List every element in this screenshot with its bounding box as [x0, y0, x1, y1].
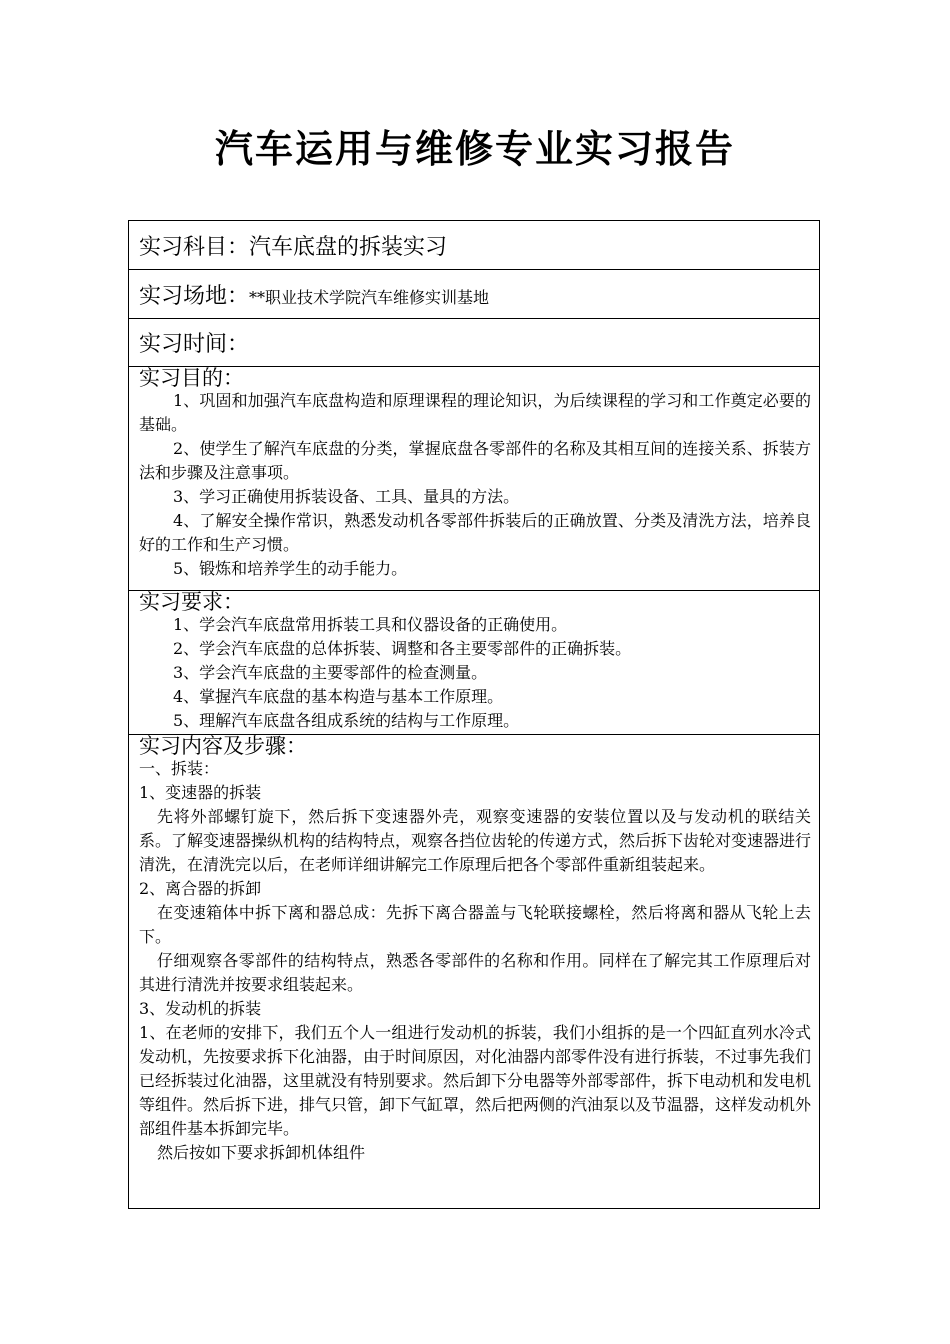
- requirement-item: 5、理解汽车底盘各组成系统的结构与工作原理。: [173, 711, 520, 730]
- time-row: [129, 319, 820, 367]
- purpose-item: 2、使学生了解汽车底盘的分类，掌握底盘各零部件的名称及其相互间的连接关系、拆装方法和步骤及注意事项。: [139, 439, 811, 482]
- subject-row: [129, 221, 820, 270]
- subject-value: 汽车底盘的拆装实习: [249, 234, 448, 260]
- requirements-row: [129, 591, 820, 735]
- requirement-item: 3、学会汽车底盘的主要零部件的检查测量。: [173, 663, 488, 682]
- paragraph: 仔细观察各零部件的结构特点，熟悉各零部件的名称和作用。同样在了解完其工作原理后对其进行清洗并按要求组装起来。: [139, 951, 811, 994]
- paragraph: 在变速箱体中拆下离和器总成：先拆下离合器盖与飞轮联接螺栓，然后将离和器从飞轮上去下。: [139, 903, 811, 946]
- requirement-item: 4、掌握汽车底盘的基本构造与基本工作原理。: [173, 687, 504, 706]
- site-row: [129, 270, 820, 319]
- purpose-item: 4、了解安全操作常识，熟悉发动机各零部件拆装后的正确放置、分类及清洗方法，培养良好的工作和生产习惯。: [139, 511, 811, 554]
- requirement-item: 2、学会汽车底盘的总体拆装、调整和各主要零部件的正确拆装。: [173, 639, 632, 658]
- subject-label: 实习科目：: [139, 234, 250, 260]
- subsection-title: 1、变速器的拆装: [139, 783, 262, 802]
- paragraph: 然后按如下要求拆卸机体组件: [157, 1143, 366, 1162]
- time-label: 实习时间：: [139, 332, 250, 357]
- paragraph: 先将外部螺钉旋下，然后拆下变速器外壳，观察变速器的安装位置以及与发动机的联结关系。了解变速器操纵机构的结构特点，观察各挡位齿轮的传递方式，然后拆下齿轮对变速器进行清洗，在清洗完以后，在老师详细讲解完工作原理后把各个零部件重新组装起来。: [139, 807, 812, 874]
- content-row: [129, 735, 820, 1209]
- report-table: [128, 220, 820, 1209]
- paragraph: 1、在老师的安排下，我们五个人一组进行发动机的拆装，我们小组拆的是一个四缸直列水冷式发动机，先按要求拆下化油器，由于时间原因，对化油器内部零件没有进行拆装，不过事先我们已经拆装过化油器，这里就没有特别要求。然后卸下分电器等外部零部件，拆下电动机和发电机等组件。然后拆下进，排气只管，卸下气缸罩，然后把两侧的汽油泵以及节温器，这样发动机外部组件基本拆卸完毕。: [139, 1023, 812, 1138]
- subsection-title: 2、离合器的拆卸: [139, 879, 262, 898]
- content-heading: 实习内容及步骤：: [139, 734, 307, 758]
- subsection-title: 3、发动机的拆装: [139, 999, 262, 1018]
- requirements-heading: 实习要求：: [139, 590, 244, 614]
- purpose-item: 5、锻炼和培养学生的动手能力。: [173, 559, 408, 578]
- purpose-row: [129, 367, 820, 591]
- requirement-item: 1、学会汽车底盘常用拆装工具和仪器设备的正确使用。: [173, 615, 568, 634]
- site-value: **职业技术学院汽车维修实训基地: [249, 287, 490, 307]
- page-title: 汽车运用与维修专业实习报告: [214, 126, 735, 171]
- purpose-item: 1、巩固和加强汽车底盘构造和原理课程的理论知识，为后续课程的学习和工作奠定必要的基础。: [139, 391, 811, 434]
- purpose-item: 3、学习正确使用拆装设备、工具、量具的方法。: [173, 487, 520, 506]
- site-label: 实习场地：: [139, 283, 250, 309]
- section-title: 一、拆装：: [139, 759, 220, 778]
- purpose-heading: 实习目的：: [139, 366, 244, 390]
